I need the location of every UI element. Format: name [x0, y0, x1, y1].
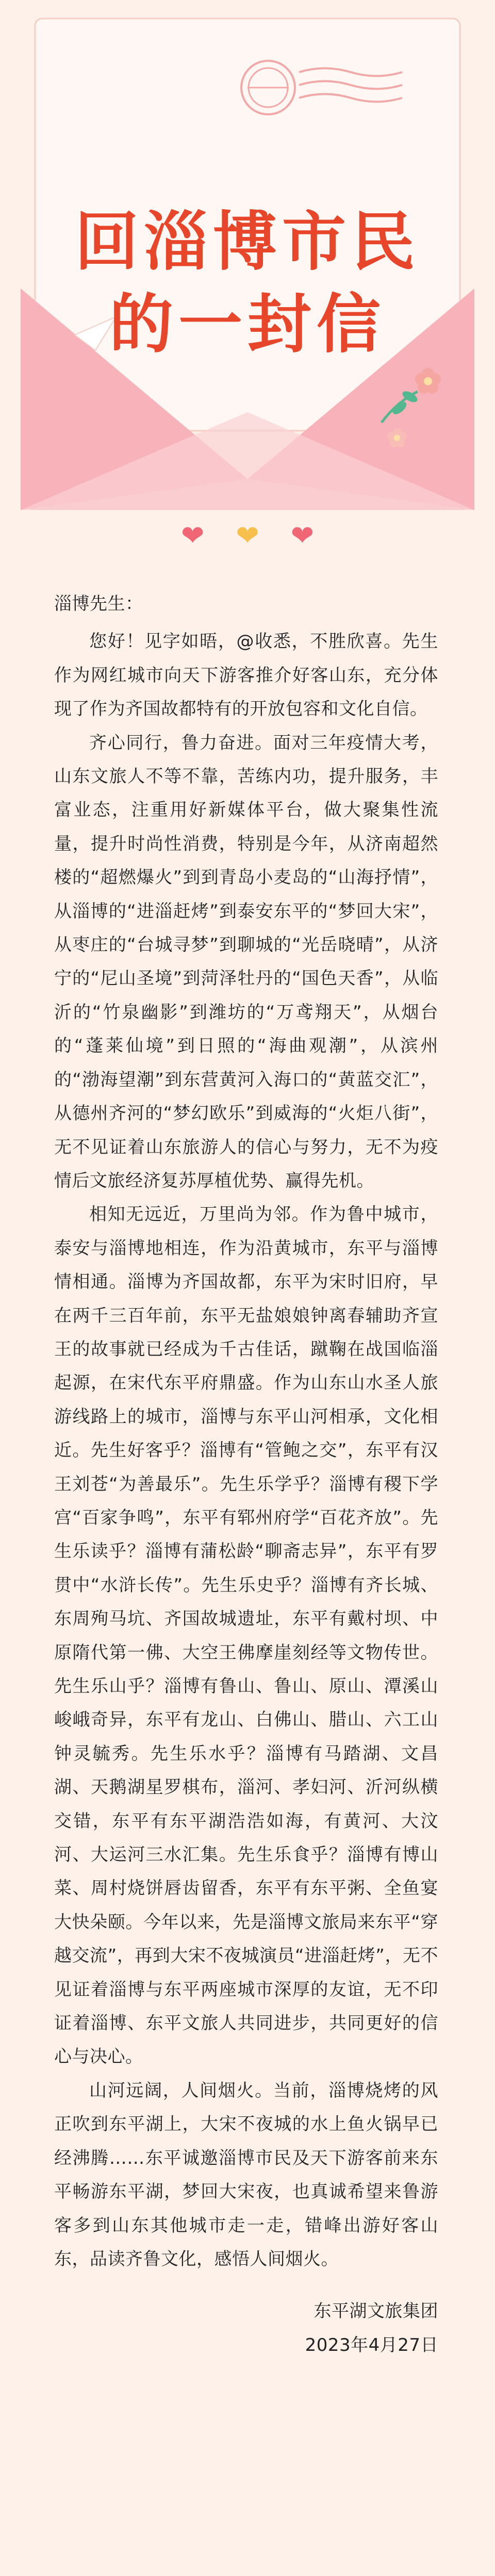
letter-paragraph: 齐心同行，鲁力奋进。面对三年疫情大考，山东文旅人不等不靠，苦练内功，提升服务，丰富业态，注重用好新媒体平台，做大聚集性流量，提升时尚性消费，特别是今年，从济南超然楼的“超燃爆火”到到青岛小麦岛的“山海抒情”，从淄博的“进淄赶烤”到泰安东平的“梦回大宋”，从枣庄的“台城寻梦”到聊城的“光岳晓晴”，从济宁的“尼山圣境”到菏泽牡丹的“国色天香”，从临沂的“竹泉幽影”到潍坊的“万鸢翔天”，从烟台的“蓬莱仙境”到日照的“海曲观潮”，从滨州的“渤海望潮”到东营黄河入海口的“黄蓝交汇”，从德州齐河的“梦幻欧乐”到威海的“火炬八街”，无不见证着山东旅游人的信心与努力，无不为疫情后文旅经济复苏厚植优势、赢得先机。 — [54, 732, 438, 1191]
letter-signature: 东平湖文旅集团 — [314, 2301, 438, 2322]
letter-paragraph: 您好！见字如晤，@收悉，不胜欣喜。先生作为网红城市向天下游客推介好客山东，充分体现了作为齐国故都特有的开放包容和文化自信。 — [54, 631, 438, 720]
letter-paragraph: 相知无远近，万里尚为邻。作为鲁中城市，泰安与淄博地相连，作为沿黄城市，东平与淄博情相通。淄博为齐国故都，东平为宋时旧府，早在两千三百年前，东平无盐娘娘钟离春辅助齐宣王的故事就已经成为千古佳话，蹴鞠在战国临淄起源，在宋代东平府鼎盛。作为山东山水圣人旅游线路上的城市，淄博与东平山河相承，文化相近。先生好客乎？淄博有“管鲍之交”，东平有汉王刘苍“为善最乐”。先生乐学乎？淄博有稷下学宫“百家争鸣”，东平有郓州府学“百花齐放”。先生乐读乎？淄博有蒲松龄“聊斋志异”，东平有罗贯中“水浒长传”。先生乐史乎？淄博有齐长城、东周殉马坑、齐国故城遗址，东平有戴村坝、中原隋代第一佛、大空王佛摩崖刻经等文物传世。先生乐山乎？淄博有鲁山、鲁山、原山、潭溪山峻峨奇异，东平有龙山、白佛山、腊山、六工山钟灵毓秀。先生乐水乎？淄博有马踏湖、文昌湖、天鹅湖星罗棋布，淄河、孝妇河、沂河纵横交错，东平有东平湖浩浩如海，有黄河、大汶河、大运河三水汇集。先生乐食乎？淄博有博山菜、周村烧饼唇齿留香，东平有东平粥、全鱼宴大快朵颐。今年以来，先是淄博文旅局来东平“穿越交流”，再到大宋不夜城演员“进淄赶烤”，无不见证着淄博与东平两座城市深厚的友谊，无不印证着淄博、东平文旅人共同进步，共同更好的信心与决心。 — [54, 1204, 438, 2067]
letter-paragraph: 山河远阔，人间烟火。当前，淄博烧烤的风正吹到东平湖上，大宋不夜城的水上鱼火锅早已经沸腾……东平诚邀淄博市民及天下游客前来东平畅游东平湖，梦回大宋夜，也真诚希望来鲁游客多到山东其他城市走一走，错峰出游好客山东，品读齐鲁文化，感悟人间烟火。 — [54, 2080, 438, 2269]
title-line-1: 回淄博市民 — [74, 205, 420, 279]
heart-icon: ❤ — [290, 519, 314, 552]
letter-date: 2023年4月27日 — [305, 2334, 438, 2355]
heart-icon: ❤ — [236, 519, 259, 552]
letter-body — [54, 587, 438, 2362]
hearts-divider — [0, 520, 495, 551]
page-title — [57, 201, 438, 366]
title-line-2: 的一封信 — [109, 287, 386, 362]
letter-salutation: 淄博先生： — [54, 594, 143, 614]
heart-icon: ❤ — [181, 519, 205, 552]
